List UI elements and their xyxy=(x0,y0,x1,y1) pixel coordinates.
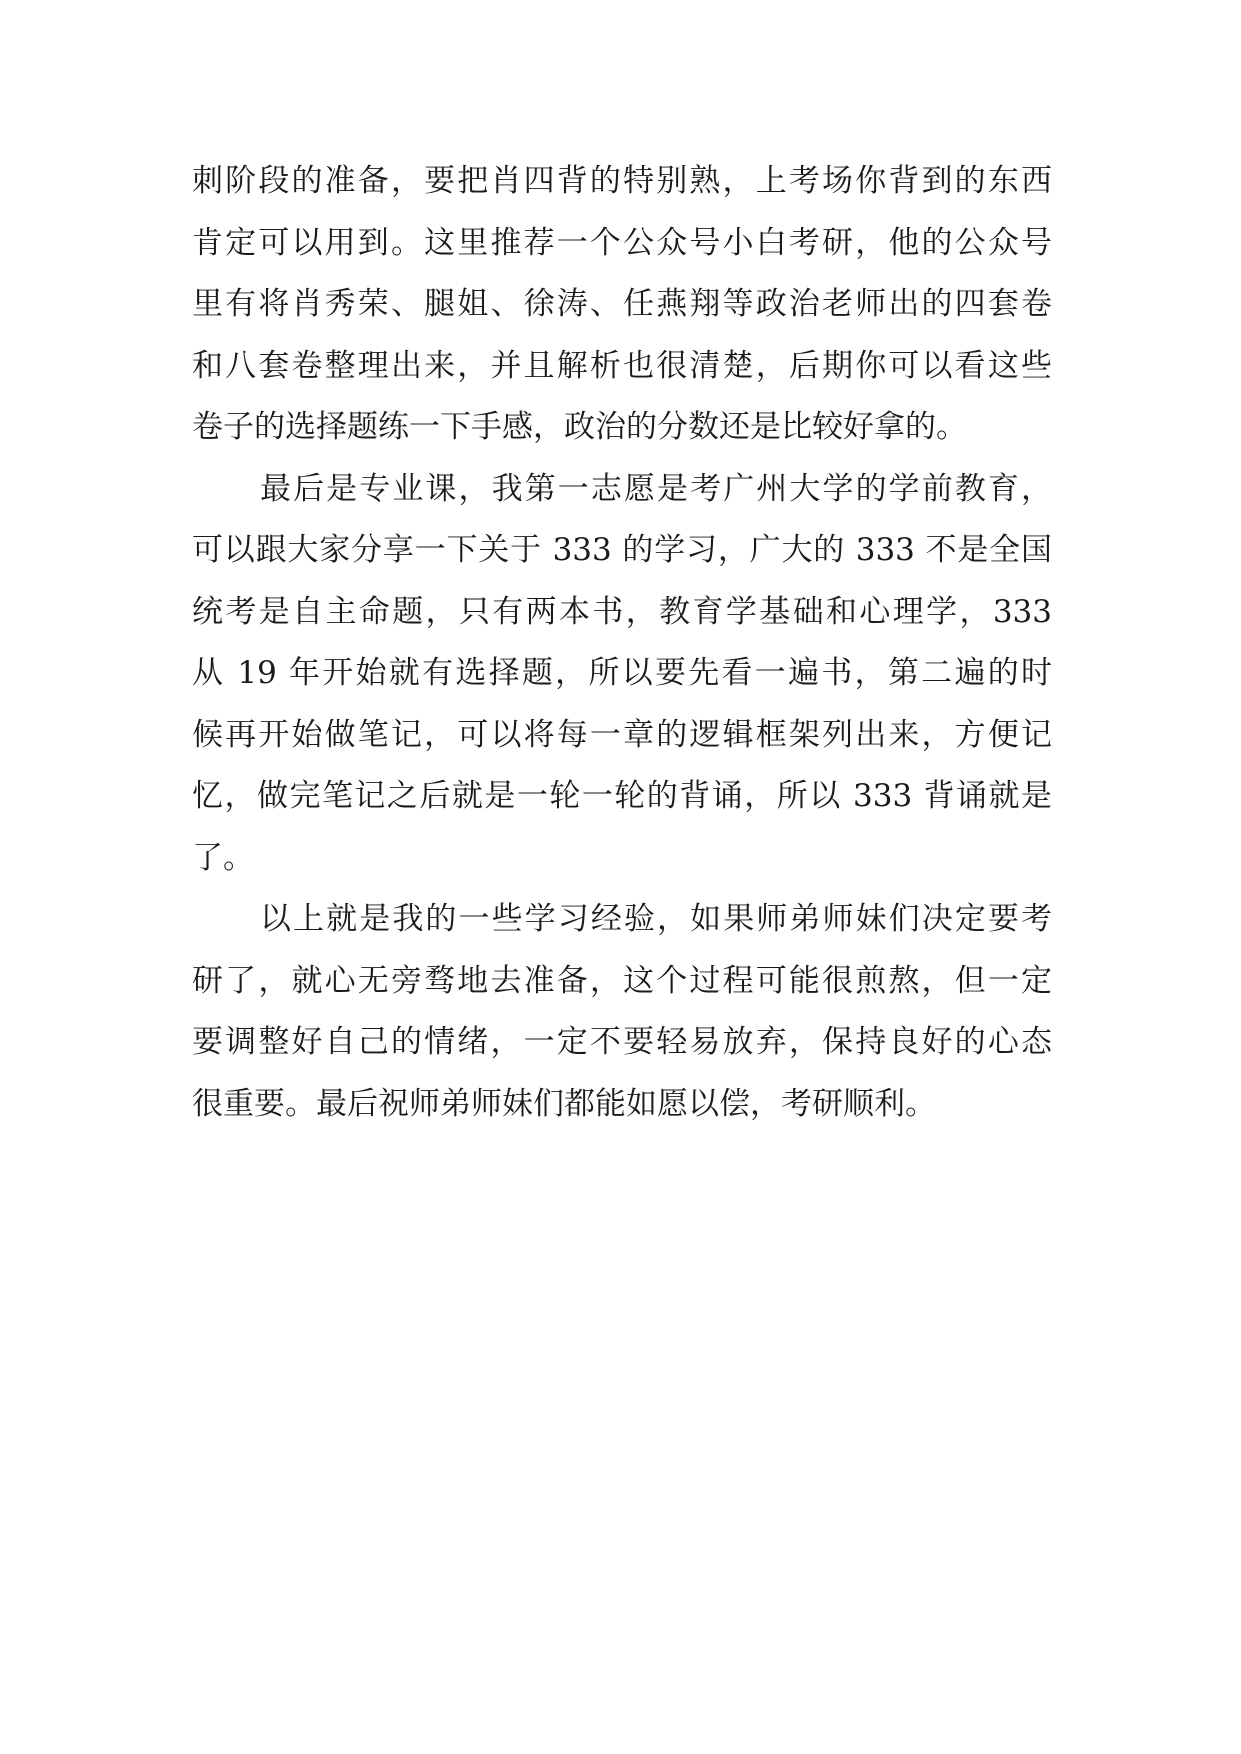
text-line: 里有将肖秀荣、腿姐、徐涛、任燕翔等政治老师出的四套卷 xyxy=(192,286,1052,322)
text-line: 刺阶段的准备，要把肖四背的特别熟，上考场你背到的东西 xyxy=(192,163,1052,199)
text-line: 以上就是我的一些学习经验，如果师弟师妹们决定要考 xyxy=(260,901,1052,937)
text-line: 从 19 年开始就有选择题，所以要先看一遍书，第二遍的时 xyxy=(192,655,1052,691)
text-line: 最后是专业课，我第一志愿是考广州大学的学前教育， xyxy=(260,470,1052,507)
text-line: 卷子的选择题练一下手感，政治的分数还是比较好拿的。 xyxy=(192,409,967,445)
text-line: 和八套卷整理出来，并且解析也很清楚，后期你可以看这些 xyxy=(192,347,1052,384)
text-line: 了。 xyxy=(192,839,254,876)
text-line: 忆，做完笔记之后就是一轮一轮的背诵，所以 333 背诵就是 xyxy=(192,778,1052,814)
text-line: 肯定可以用到。这里推荐一个公众号小白考研，他的公众号 xyxy=(192,224,1052,261)
text-line: 很重要。最后祝师弟师妹们都能如愿以偿，考研顺利。 xyxy=(192,1085,936,1122)
body-text xyxy=(192,151,1052,1135)
text-line: 要调整好自己的情绪，一定不要轻易放弃，保持良好的心态 xyxy=(192,1024,1052,1060)
text-line: 统考是自主命题，只有两本书，教育学基础和心理学，333 xyxy=(192,593,1052,630)
text-line: 候再开始做笔记，可以将每一章的逻辑框架列出来，方便记 xyxy=(192,716,1052,753)
text-line: 可以跟大家分享一下关于 333 的学习，广大的 333 不是全国 xyxy=(192,532,1052,568)
text-line: 研了，就心无旁骛地去准备，这个过程可能很煎熬，但一定 xyxy=(192,962,1052,999)
